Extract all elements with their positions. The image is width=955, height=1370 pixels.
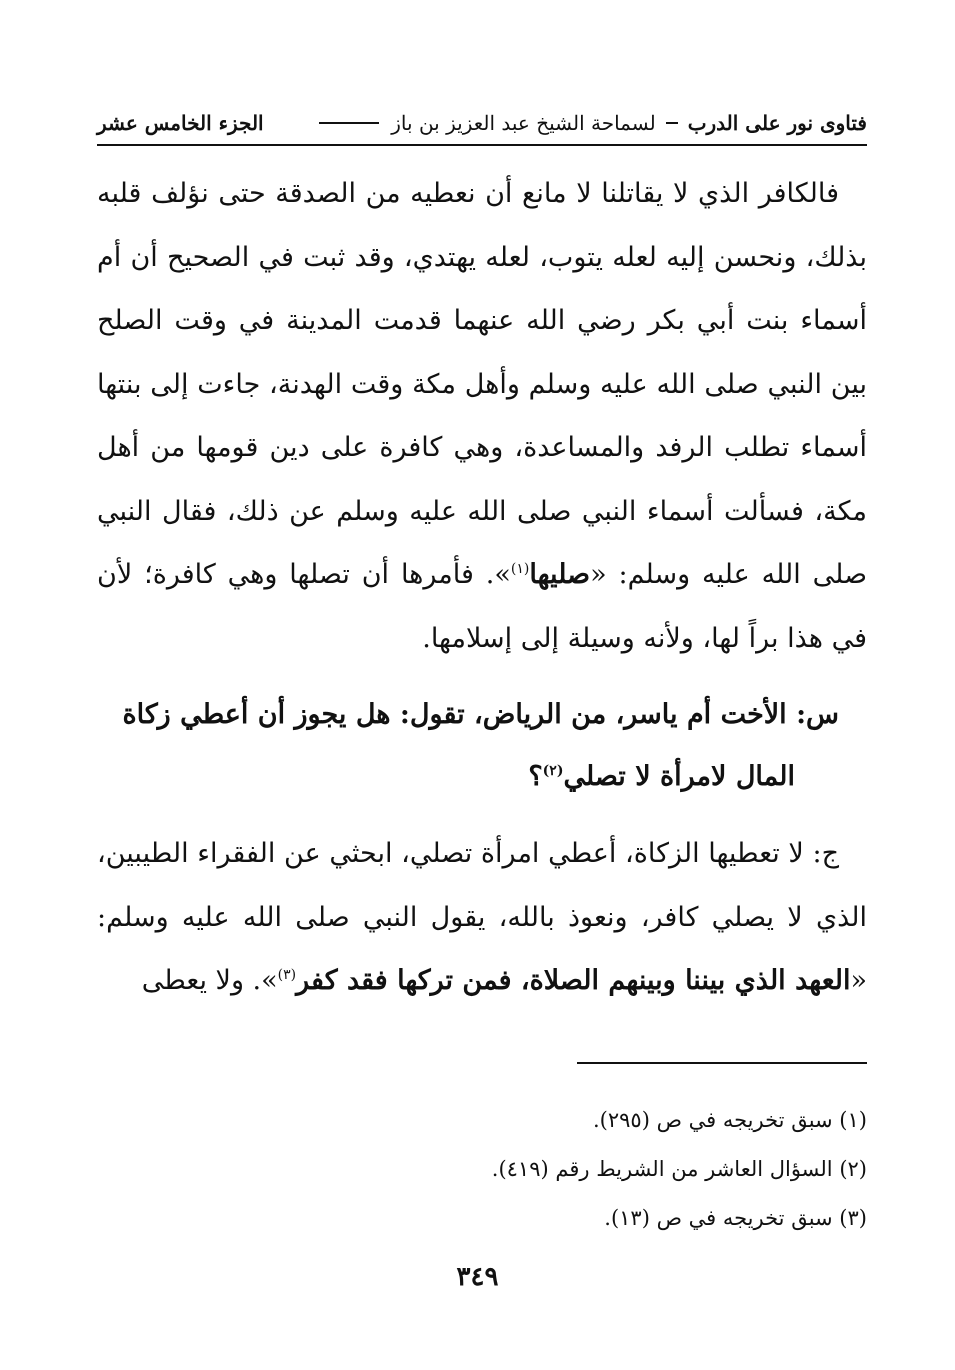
paragraph-1 <box>97 162 867 670</box>
question-line-2: المال لامرأة لا تصلي <box>563 761 795 792</box>
header-dash <box>666 122 678 124</box>
running-header <box>97 104 867 142</box>
page-number: ٣٤٩ <box>456 1262 499 1292</box>
author-line: لسماحة الشيخ عبد العزيز بن باز <box>391 111 656 135</box>
footnote-3: (٣) سبق تخريجه في ص (١٣). <box>604 1206 867 1230</box>
paragraph-1-text-end: ». فأمرها أن تصلها وهي كافرة؛ لأن في هذا براً لها، ولأنه وسيلة إلى إسلامها. <box>97 559 867 654</box>
footnote-rule <box>577 1062 867 1064</box>
footnote-marker-2[interactable]: (٢) <box>542 763 564 779</box>
footnote-1: (١) سبق تخريجه في ص (٢٩٥). <box>593 1108 867 1132</box>
footnote-marker-1[interactable]: (١) <box>510 561 530 577</box>
footnote-marker-3[interactable]: (٣) <box>277 967 297 983</box>
header-rule <box>97 144 867 146</box>
paragraph-1-text: فالكافر الذي لا يقاتلنا لا مانع أن نعطيه من الصدقة حتى نؤلف قلبه بذلك، ونحسن إليه لعله يتوب، لعله يهتدي، وقد ثبت في الصحيح أن أم أسماء بنت أبي بكر رضي الله عنهما قدمت المدينة في وقت الصلح بين النبي صلى الله عليه وسلم وأهل مكة وقت الهدنة، جاءت إلى بنتها أسماء تطلب الرفد والمساعدة، وهي كافرة على دين قومها من أهل مكة، فسألت أسماء النبي صلى الله عليه وسلم عن ذلك، فقال النبي صلى الله عليه وسلم: « <box>97 178 867 590</box>
volume-title: الجزء الخامس عشر <box>97 111 264 135</box>
header-long-dash <box>319 122 379 124</box>
question <box>97 684 867 808</box>
question-line-1: س: الأخت أم ياسر، من الرياض، تقول: هل يجوز أن أعطي زكاة <box>122 699 839 730</box>
hadith-quote-1: صليها <box>529 559 591 590</box>
answer <box>97 822 867 1013</box>
answer-text-end: ». ولا يعطى <box>141 965 278 996</box>
series-title: فتاوى نور على الدرب <box>687 111 867 135</box>
question-line-2-wrap <box>97 746 867 808</box>
footnote-2: (٢) السؤال العاشر من الشريط رقم (٤١٩). <box>491 1157 867 1181</box>
answer-text: ج: لا تعطيها الزكاة، أعطي امرأة تصلي، ابحثي عن الفقراء الطيبين، الذي لا يصلي كافر، ونعوذ بالله، يقول النبي صلى الله عليه وسلم: « <box>97 838 867 996</box>
hadith-quote-2: العهد الذي بيننا وبينهم الصلاة، فمن تركها فقد كفر <box>296 965 851 996</box>
main-text <box>97 162 867 1013</box>
footnotes <box>97 1096 867 1243</box>
question-mark: ؟ <box>528 761 543 792</box>
